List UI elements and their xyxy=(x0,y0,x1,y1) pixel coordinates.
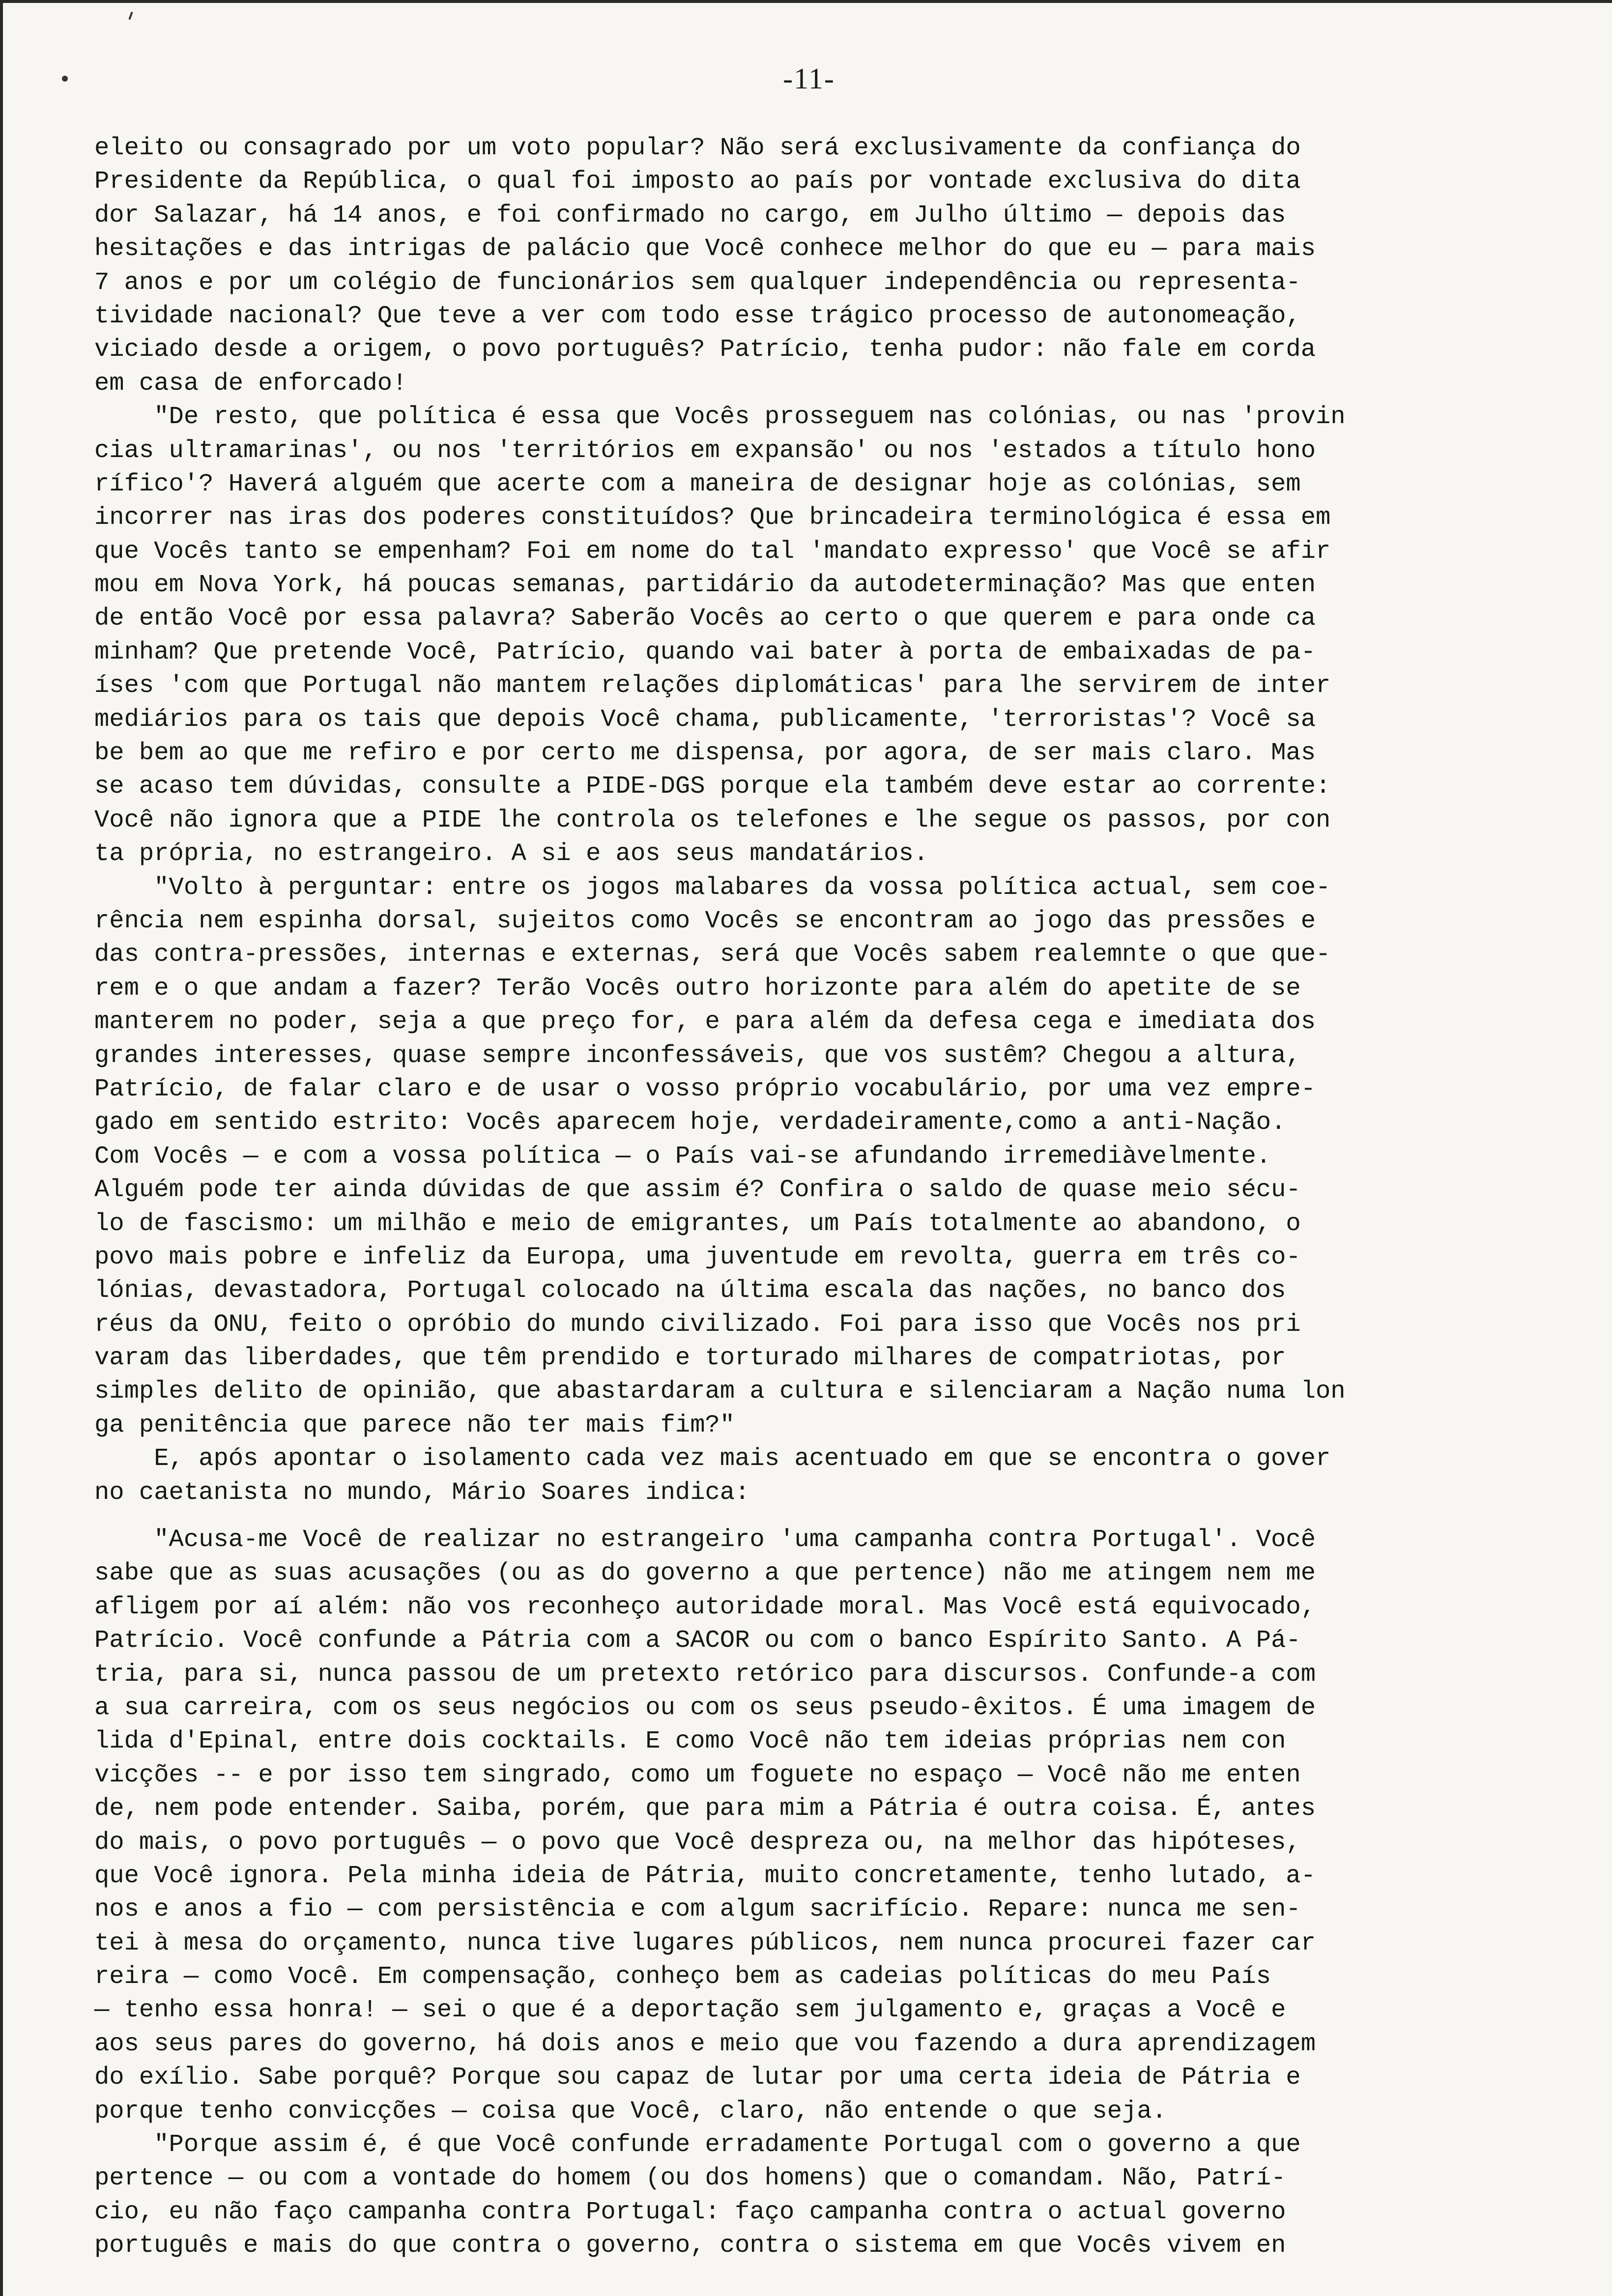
text-line: viciado desde a origem, o povo português? Patrício, tenha pudor: não fale em corda xyxy=(94,336,1316,364)
text-line: "Volto à perguntar: entre os jogos malabares da vossa política actual, sem coe- xyxy=(94,873,1331,902)
text-line: "Porque assim é, é que Você confunde erradamente Portugal com o governo a que xyxy=(94,2131,1301,2159)
text-line: Você não ignora que a PIDE lhe controla os telefones e lhe segue os passos, por con xyxy=(94,806,1331,834)
text-line: das contra-pressões, internas e externas, será que Vocês sabem realemnte o que que- xyxy=(94,941,1331,969)
text-line: do mais, o povo português — o povo que Você despreza ou, na melhor das hipóteses, xyxy=(94,1828,1301,1857)
text-line: de, nem pode entender. Saiba, porém, que para mim a Pátria é outra coisa. É, antes xyxy=(94,1795,1316,1823)
text-line: ga penitência que parece não ter mais fim?" xyxy=(94,1411,735,1439)
text-line: cio, eu não faço campanha contra Portugal: faço campanha contra o actual governo xyxy=(94,2198,1286,2226)
text-line: lo de fascismo: um milhão e meio de emigrantes, um País totalmente ao abandono, o xyxy=(94,1209,1301,1238)
text-line: afligem por aí além: não vos reconheço autoridade moral. Mas Você está equivocado, xyxy=(94,1593,1316,1621)
text-line: manterem no poder, seja a que preço for, e para além da defesa cega e imediata dos xyxy=(94,1008,1316,1036)
text-line: vicções -- e por isso tem singrado, como um foguete no espaço — Você não me enten xyxy=(94,1761,1301,1789)
text-line: a sua carreira, com os seus negócios ou com os seus pseudo-êxitos. É uma imagem de xyxy=(94,1693,1316,1722)
text-line: mediários para os tais que depois Você chama, publicamente, 'terroristas'? Você sa xyxy=(94,705,1316,734)
text-line: ta própria, no estrangeiro. A si e aos seus mandatários. xyxy=(94,840,929,868)
text-line: 7 anos e por um colégio de funcionários sem qualquer independência ou representa- xyxy=(94,268,1301,297)
text-line: tividade nacional? Que teve a ver com todo esse trágico processo de autonomeação, xyxy=(94,302,1301,330)
text-line: sabe que as suas acusações (ou as do governo a que pertence) não me atingem nem me xyxy=(94,1559,1316,1588)
text-line: se acaso tem dúvidas, consulte a PIDE-DGS porque ela também deve estar ao corrente: xyxy=(94,773,1331,801)
text-line: lónias, devastadora, Portugal colocado na última escala das nações, no banco dos xyxy=(94,1277,1286,1305)
text-line: dor Salazar, há 14 anos, e foi confirmado no cargo, em Julho último — depois das xyxy=(94,201,1286,230)
text-line: tei à mesa do orçamento, nunca tive lugares públicos, nem nunca procurei fazer car xyxy=(94,1929,1316,1957)
text-line: que Vocês tanto se empenham? Foi em nome do tal 'mandato expresso' que Você se afir xyxy=(94,537,1331,566)
text-line: gado em sentido estrito: Vocês aparecem hoje, verdadeiramente,como a anti-Nação. xyxy=(94,1109,1286,1137)
text-line: que Você ignora. Pela minha ideia de Pátria, muito concretamente, tenho lutado, a- xyxy=(94,1862,1316,1890)
text-line: "Acusa-me Você de realizar no estrangeiro 'uma campanha contra Portugal'. Você xyxy=(94,1526,1316,1554)
text-line: de então Você por essa palavra? Saberão Vocês ao certo o que querem e para onde ca xyxy=(94,604,1316,633)
text-line: íses 'com que Portugal não mantem relações diplomáticas' para lhe servirem de inter xyxy=(94,672,1331,700)
text-line: simples delito de opinião, que abastardaram a cultura e silenciaram a Nação numa lon xyxy=(94,1378,1346,1406)
text-line: do exílio. Sabe porquê? Porque sou capaz de lutar por uma certa ideia de Pátria e xyxy=(94,2064,1301,2092)
text-line: rem e o que andam a fazer? Terão Vocês outro horizonte para além do apetite de se xyxy=(94,974,1301,1003)
body-text xyxy=(94,132,1559,2263)
text-line: Alguém pode ter ainda dúvidas de que assim é? Confira o saldo de quase meio sécu- xyxy=(94,1176,1301,1205)
text-line: minham? Que pretende Você, Patrício, quando vai bater à porta de embaixadas de pa- xyxy=(94,638,1316,666)
text-line: português e mais do que contra o governo, contra o sistema em que Vocês vivem en xyxy=(94,2232,1286,2260)
text-line: em casa de enforcado! xyxy=(94,369,407,398)
text-line: Patrício, de falar claro e de usar o vosso próprio vocabulário, por uma vez empre- xyxy=(94,1075,1316,1103)
stray-mark xyxy=(128,12,133,20)
text-line: rência nem espinha dorsal, sujeitos como Vocês se encontram ao jogo das pressões e xyxy=(94,907,1316,935)
text-line: lida d'Epinal, entre dois cocktails. E como Você não tem ideias próprias nem con xyxy=(94,1727,1286,1756)
text-line: réus da ONU, feito o opróbio do mundo civilizado. Foi para isso que Vocês nos pri xyxy=(94,1310,1301,1339)
text-line: varam das liberdades, que têm prendido e torturado milhares de compatriotas, por xyxy=(94,1344,1286,1373)
text-line: be bem ao que me refiro e por certo me dispensa, por agora, de ser mais claro. Mas xyxy=(94,739,1316,768)
text-line: tria, para si, nunca passou de um pretexto retórico para discursos. Confunde-a com xyxy=(94,1660,1316,1689)
text-line: nos e anos a fio — com persistência e com algum sacrifício. Repare: nunca me sen- xyxy=(94,1895,1301,1924)
text-line xyxy=(94,1510,1559,1523)
text-line: incorrer nas iras dos poderes constituídos? Que brincadeira terminológica é essa em xyxy=(94,504,1331,532)
text-line: cias ultramarinas', ou nos 'territórios em expansão' ou nos 'estados a título hono xyxy=(94,436,1316,465)
text-line: Com Vocês — e com a vossa política — o País vai-se afundando irremediàvelmente. xyxy=(94,1142,1271,1171)
text-line: no caetanista no mundo, Mário Soares indica: xyxy=(94,1478,750,1507)
text-line: E, após apontar o isolamento cada vez mais acentuado em que se encontra o gover xyxy=(94,1445,1331,1473)
text-line: Presidente da República, o qual foi imposto ao país por vontade exclusiva do dita xyxy=(94,168,1301,196)
text-line: mou em Nova York, há poucas semanas, partidário da autodeterminação? Mas que enten xyxy=(94,571,1316,600)
text-line: pertence — ou com a vontade do homem (ou dos homens) que o comandam. Não, Patrí- xyxy=(94,2164,1286,2193)
text-line: eleito ou consagrado por um voto popular? Não será exclusivamente da confiança do xyxy=(94,134,1301,162)
text-line: porque tenho convicções — coisa que Você, claro, não entende o que seja. xyxy=(94,2097,1167,2125)
text-line: rífico'? Haverá alguém que acerte com a maneira de designar hoje as colónias, sem xyxy=(94,470,1301,498)
text-line: — tenho essa honra! — sei o que é a deportação sem julgamento e, graças a Você e xyxy=(94,1996,1286,2025)
text-line: "De resto, que política é essa que Vocês prosseguem nas colónias, ou nas 'provin xyxy=(94,403,1346,431)
text-line: povo mais pobre e infeliz da Europa, uma juventude em revolta, guerra em três co- xyxy=(94,1243,1301,1271)
page-number: -11- xyxy=(783,62,835,95)
text-line: Patrício. Você confunde a Pátria com a SACOR ou com o banco Espírito Santo. A Pá- xyxy=(94,1627,1301,1655)
text-line: grandes interesses, quase sempre inconfessáveis, que vos sustêm? Chegou a altura, xyxy=(94,1041,1301,1070)
text-line: hesitações e das intrigas de palácio que Você conhece melhor do que eu — para mais xyxy=(94,235,1316,263)
text-line: reira — como Você. Em compensação, conheço bem as cadeias políticas do meu País xyxy=(94,1963,1271,1991)
text-line: aos seus pares do governo, há dois anos e meio que vou fazendo a dura aprendizagem xyxy=(94,2030,1316,2058)
